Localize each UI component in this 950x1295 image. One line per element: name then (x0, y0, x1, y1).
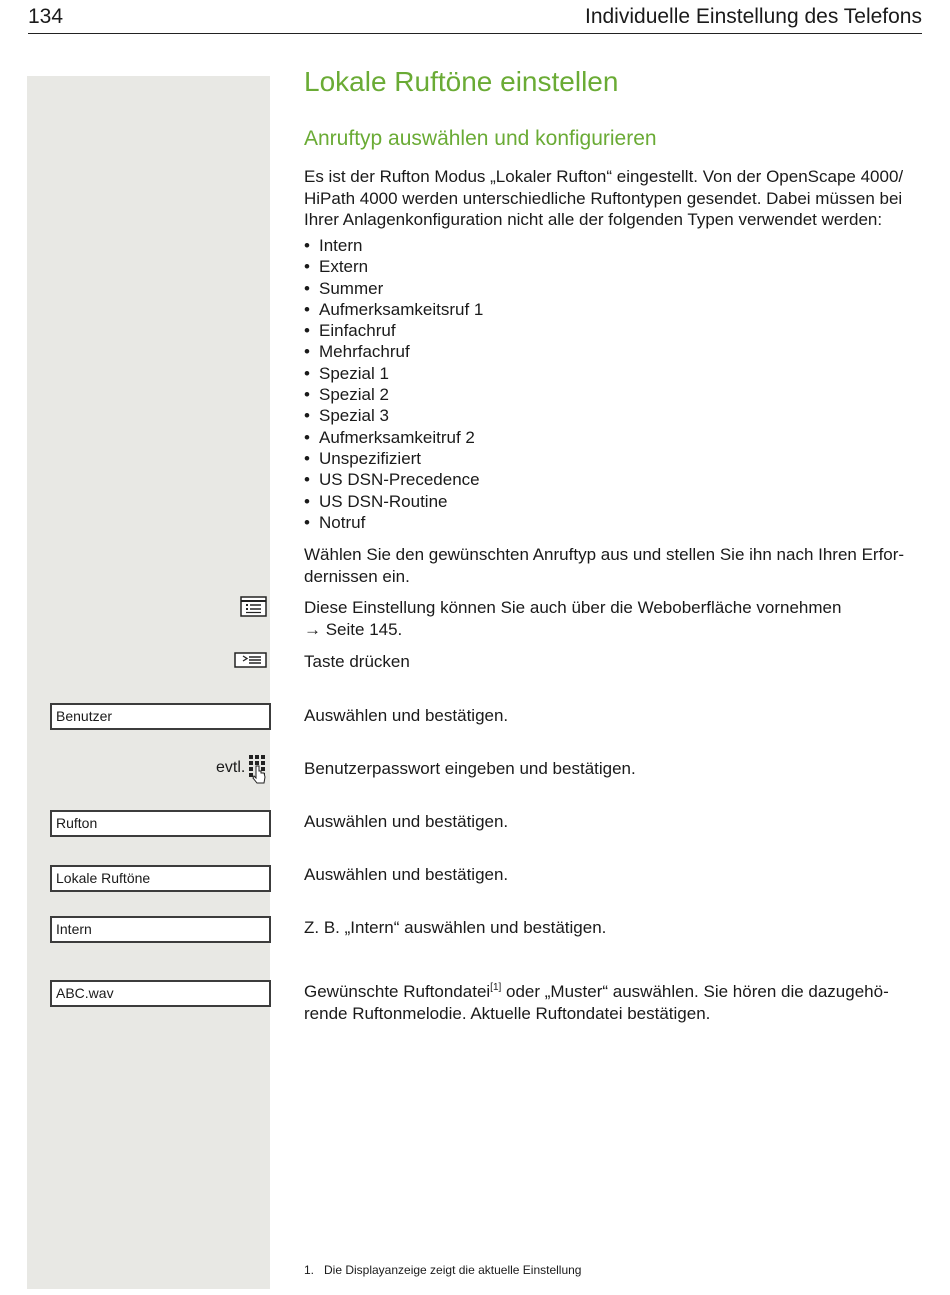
display-item-rufton[interactable]: Rufton (50, 810, 271, 837)
footnote-reference[interactable]: [1] (490, 982, 502, 993)
section-title: Lokale Ruftöne einstellen (304, 66, 619, 97)
local-tones-instruction: Auswählen und bestätigen. (304, 865, 509, 884)
web-hint-text: Diese Einstellung können Sie auch über die Weboberfläche vornehmen (304, 598, 842, 617)
footnote (304, 1263, 581, 1277)
footnote-number: 1. (304, 1263, 315, 1277)
optional-label: evtl. (216, 759, 246, 776)
header-rule (28, 33, 922, 34)
list-item: • Aufmerksamkeitruf 2 (304, 427, 483, 448)
page-reference-link[interactable]: → Seite 145. (304, 619, 403, 639)
list-item: • Spezial 2 (304, 384, 483, 405)
ringtone-instruction: Auswählen und bestätigen. (304, 812, 509, 831)
list-item: • Unspezifiziert (304, 448, 483, 469)
display-item-lokale-ruftoene[interactable]: Lokale Ruftöne (50, 865, 271, 892)
list-item: • Notruf (304, 512, 483, 533)
list-item: • Intern (304, 235, 483, 256)
running-title: Individuelle Einstellung des Telefons (584, 5, 922, 28)
list-item: • Aufmerksamkeitsruf 1 (304, 299, 483, 320)
list-item: • Summer (304, 278, 483, 299)
call-type-list (304, 235, 483, 533)
menu-key-instruction: Taste drücken (304, 652, 410, 671)
display-item-intern[interactable]: Intern (50, 916, 271, 943)
footnote-text: Die Displayanzeige zeigt die aktuelle Einstellung (324, 1263, 582, 1277)
intro-paragraph: Es ist der Rufton Modus „Lokaler Rufton“ eingestellt. Von der OpenScape 4000/ HiPath 4000 werden unterschiedliche Ruftontypen gesendet. Dabei müssen bei Ihrer Anlagenkonfiguration nicht alle der folgenden Typen verwendet werden: (304, 167, 904, 229)
page-number: 134 (28, 5, 64, 28)
file-instruction (304, 981, 922, 1024)
intern-instruction: Z. B. „Intern“ auswählen und bestätigen. (304, 918, 607, 937)
list-item: • US DSN-Routine (304, 491, 483, 512)
display-item-ringtone-file[interactable]: ABC.wav (50, 980, 271, 1007)
list-item: • Spezial 3 (304, 405, 483, 426)
list-item: • Extern (304, 256, 483, 277)
sidebar-column (27, 76, 270, 1289)
list-item: • Einfachruf (304, 320, 483, 341)
keypad-icon (248, 754, 268, 784)
section-subtitle: Anruftyp auswählen und konfigurieren (304, 127, 657, 150)
file-instruction-end: oder „Muster“ auswählen. Sie hören die dazugehö-rende Ruftonmelodie. Aktuelle Ruftondatei bestätigen. (304, 982, 889, 1023)
list-item: • Mehrfachruf (304, 341, 483, 362)
list-item: • US DSN-Precedence (304, 469, 483, 490)
file-instruction-start: Gewünschte Ruftondatei (304, 982, 491, 1001)
choose-paragraph: Wählen Sie den gewünschten Anruftyp aus und stellen Sie ihn nach Ihren Erfor-dernissen ein. (304, 545, 905, 586)
web-interface-icon (240, 596, 267, 617)
menu-key-icon (234, 652, 267, 668)
display-item-benutzer[interactable]: Benutzer (50, 703, 271, 730)
password-instruction: Benutzerpasswort eingeben und bestätigen. (304, 759, 636, 778)
list-item: • Spezial 1 (304, 363, 483, 384)
user-instruction: Auswählen und bestätigen. (304, 706, 509, 725)
web-hint (304, 597, 922, 640)
